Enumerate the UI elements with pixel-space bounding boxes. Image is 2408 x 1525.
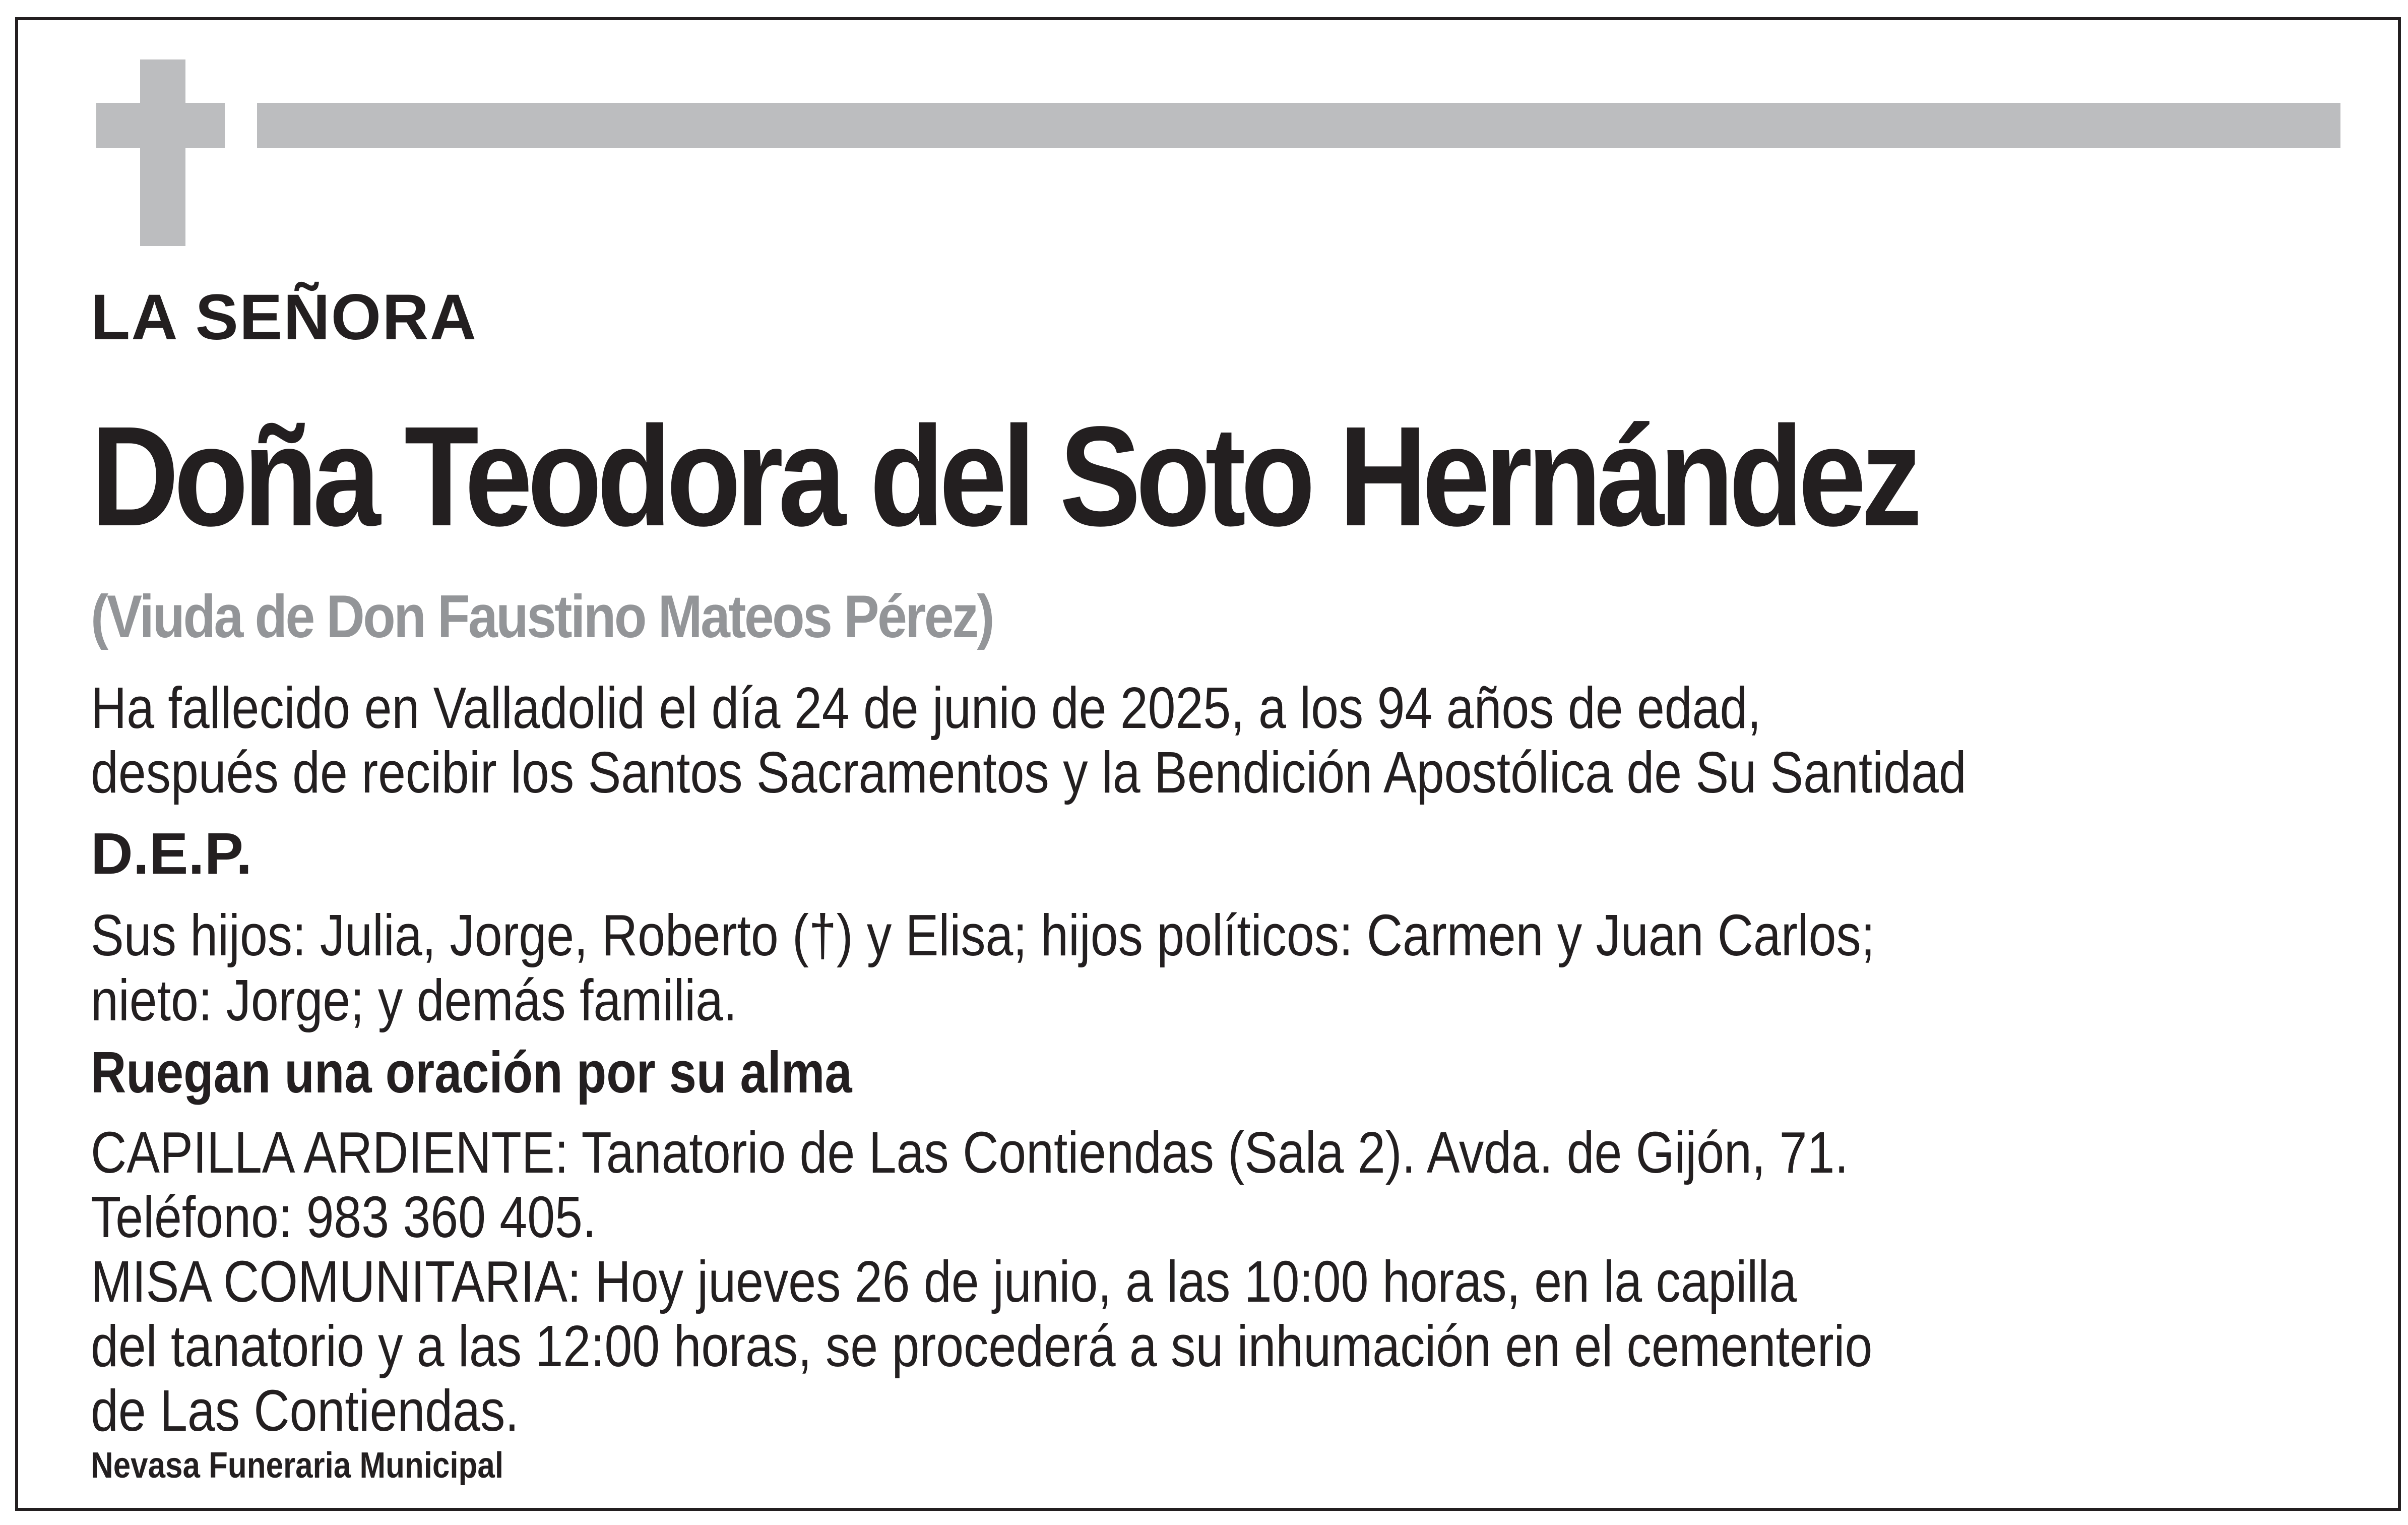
details-line: del tanatorio y a las 12:00 horas, se procederá a su inhumación en el cementerio xyxy=(91,1313,1873,1379)
details-line: CAPILLA ARDIENTE: Tanatorio de Las Contiendas (Sala 2). Avda. de Gijón, 71. xyxy=(91,1120,1849,1185)
header-rule xyxy=(257,103,2340,148)
announcement-line: después de recibir los Santos Sacramentos y la Bendición Apostólica de Su Santidad xyxy=(91,740,1967,805)
details-line: Teléfono: 983 360 405. xyxy=(91,1184,597,1250)
deceased-name: Doña Teodora del Soto Hernández xyxy=(91,397,1917,556)
title-prefix: LA SEÑORA xyxy=(91,281,478,353)
family-line: Sus hijos: Julia, Jorge, Roberto (†) y Elisa; hijos políticos: Carmen y Juan Carlos; xyxy=(91,902,1875,968)
funeral-home-name: Nevasa Funeraria Municipal xyxy=(91,1445,504,1486)
details-line: de Las Contiendas. xyxy=(91,1378,519,1443)
dep-label: D.E.P. xyxy=(91,821,252,886)
cross-icon-vertical xyxy=(140,59,185,246)
family-line: nieto: Jorge; y demás familia. xyxy=(91,967,737,1033)
cross-icon-horizontal xyxy=(96,103,225,148)
prayer-request: Ruegan una oración por su alma xyxy=(91,1040,852,1105)
widow-subtitle: (Viuda de Don Faustino Mateos Pérez) xyxy=(91,583,993,650)
announcement-line: Ha fallecido en Valladolid el día 24 de junio de 2025, a los 94 años de edad, xyxy=(91,675,1761,741)
details-line: MISA COMUNITARIA: Hoy jueves 26 de junio, a las 10:00 horas, en la capilla xyxy=(91,1249,1797,1314)
